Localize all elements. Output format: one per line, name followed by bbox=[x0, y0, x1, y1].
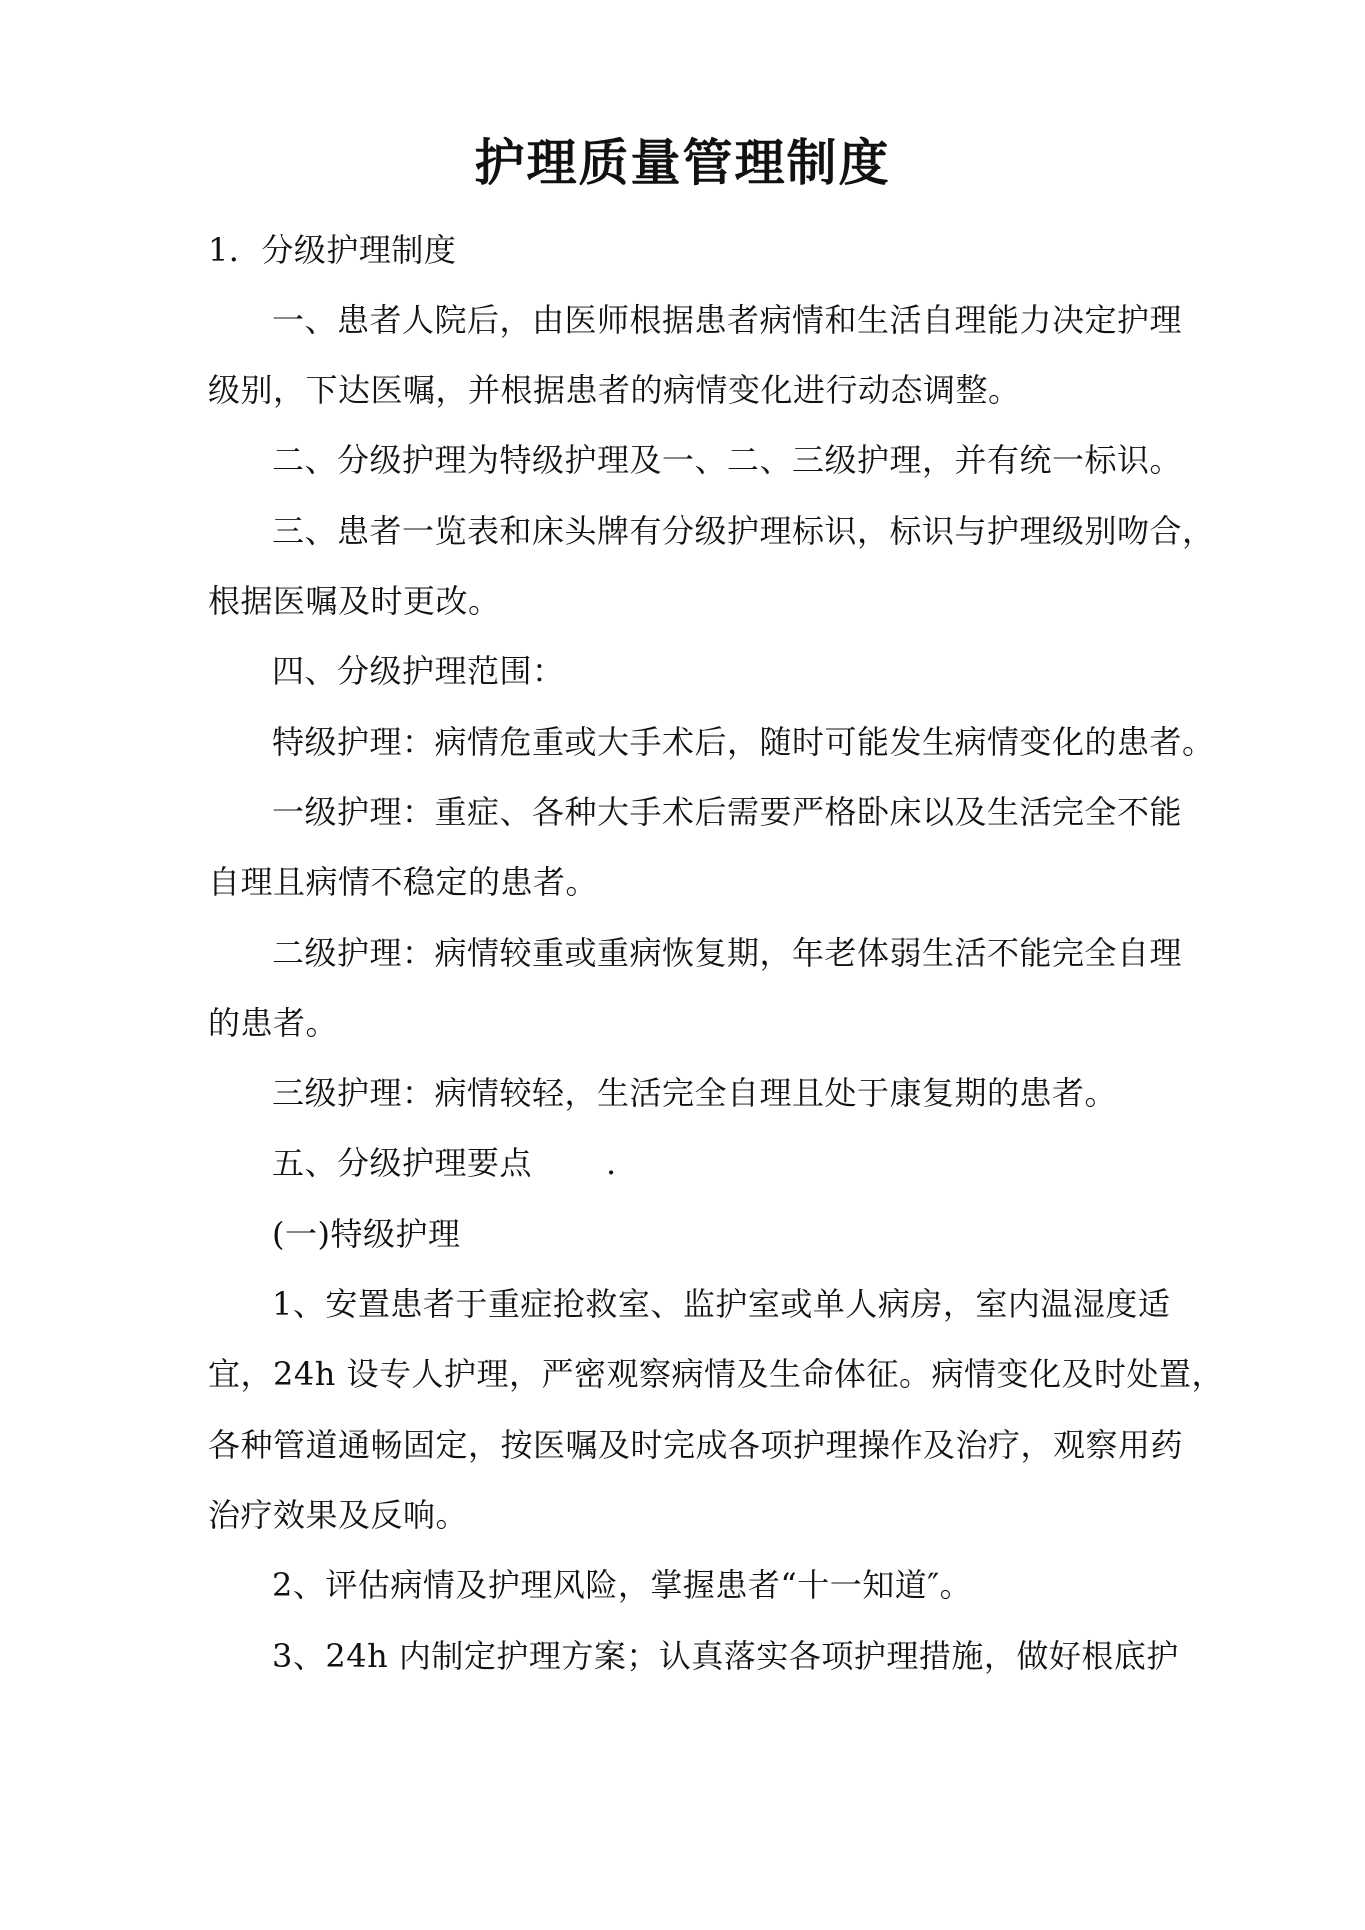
paragraph-line: 各种管道通畅固定，按医嘱及时完成各项护理操作及治疗，观察用药 bbox=[208, 1426, 1184, 1464]
paragraph-line: 宜，24h 设专人护理，严密观察病情及生命体征。病情变化及时处置， bbox=[208, 1355, 1225, 1393]
paragraph-line: 一、患者人院后，由医师根据患者病情和生活自理能力决定护理 bbox=[272, 301, 1183, 339]
paragraph-line: 1、安置患者于重症抢救室、监护室或单人病房，室内温湿度适 bbox=[272, 1285, 1171, 1323]
paragraph-line: 自理且病情不稳定的患者。 bbox=[208, 863, 599, 901]
document-title: 护理质量管理制度 bbox=[474, 133, 891, 192]
paragraph-line: 四、分级护理范围： bbox=[272, 652, 565, 690]
stray-dot: . bbox=[606, 1144, 617, 1182]
paragraph-line: 三、患者一览表和床头牌有分级护理标识，标识与护理级别吻合， bbox=[272, 512, 1215, 550]
section-heading: 1．分级护理制度 bbox=[208, 231, 457, 269]
paragraph-line: 特级护理：病情危重或大手术后，随时可能发生病情变化的患者。 bbox=[272, 723, 1215, 761]
paragraph-text: 五、分级护理要点 bbox=[272, 1144, 533, 1182]
paragraph-line: 级别，下达医嘱，并根据患者的病情变化进行动态调整。 bbox=[208, 371, 1021, 409]
paragraph-line: 一级护理：重症、各种大手术后需要严格卧床以及生活完全不能 bbox=[272, 793, 1183, 831]
paragraph-line bbox=[272, 1139, 617, 1187]
subsection-heading: (一)特级护理 bbox=[272, 1215, 461, 1253]
paragraph-line: 二级护理：病情较重或重病恢复期，年老体弱生活不能完全自理 bbox=[272, 934, 1183, 972]
paragraph-line: 治疗效果及反响。 bbox=[208, 1496, 469, 1534]
paragraph-line: 的患者。 bbox=[208, 1004, 339, 1042]
paragraph-line: 根据医嘱及时更改。 bbox=[208, 582, 501, 620]
paragraph-line: 2、评估病情及护理风险，掌握患者“十一知道″。 bbox=[272, 1566, 973, 1604]
paragraph-line: 3、24h 内制定护理方案；认真落实各项护理措施，做好根底护 bbox=[272, 1637, 1179, 1675]
paragraph-line: 二、分级护理为特级护理及一、二、三级护理，并有统一标识。 bbox=[272, 441, 1183, 479]
paragraph-line: 三级护理：病情较轻，生活完全自理且处于康复期的患者。 bbox=[272, 1074, 1118, 1112]
